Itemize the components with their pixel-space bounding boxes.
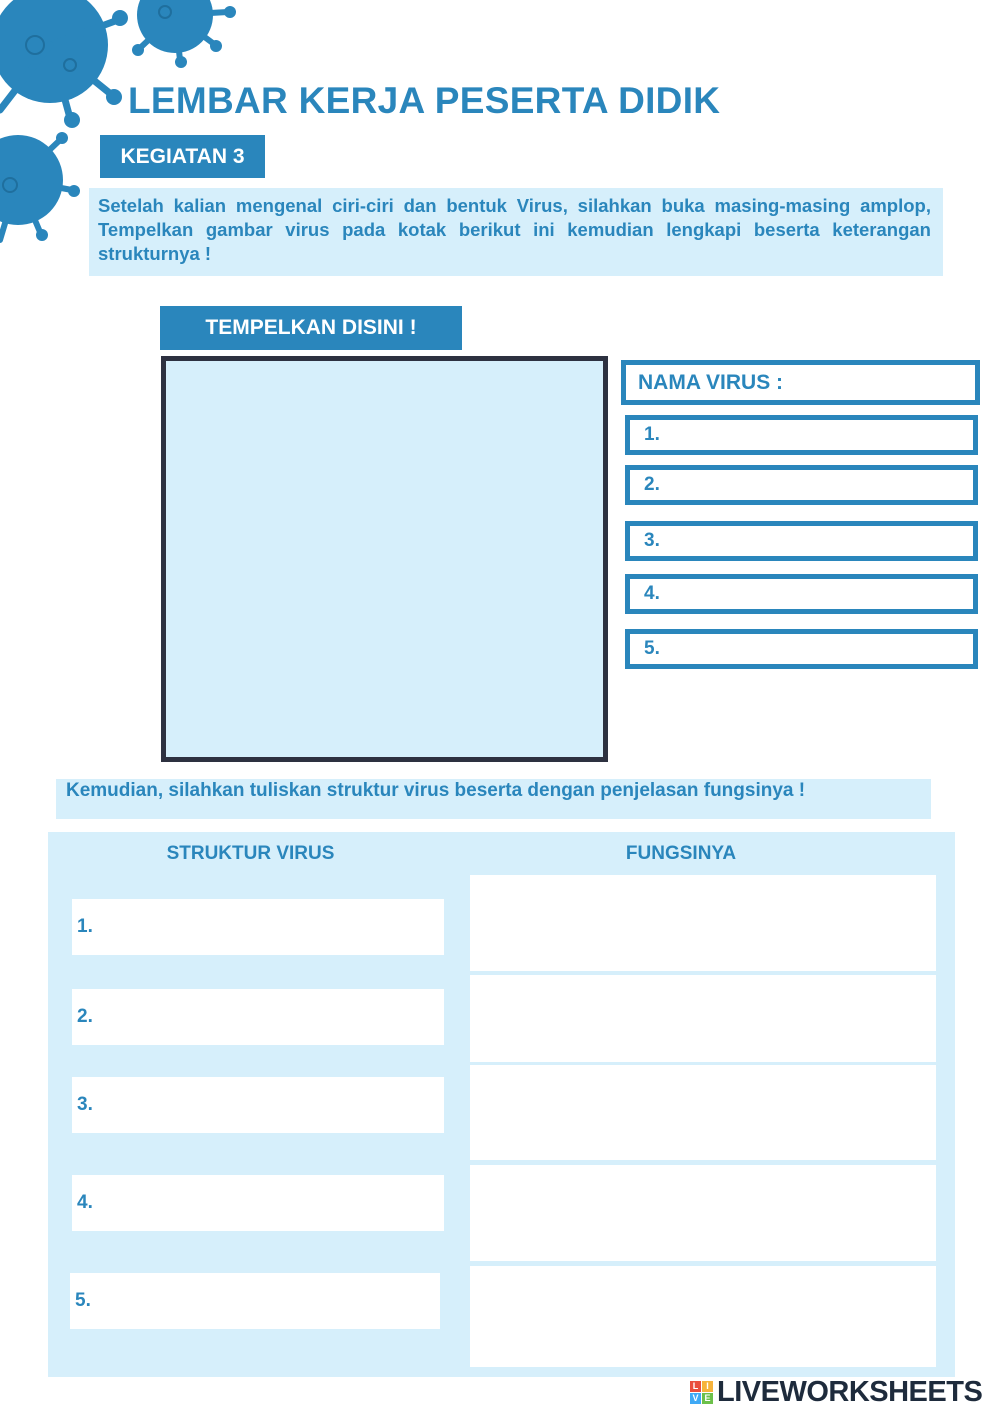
virus-name-field-1[interactable]: 1. [625, 415, 978, 455]
brand-name: LIVEWORKSHEETS [717, 1375, 983, 1408]
virus-name-header: NAMA VIRUS : [621, 360, 980, 405]
logo-letter: E [702, 1393, 713, 1404]
structure-field-5[interactable]: 5. [70, 1273, 440, 1329]
paste-here-label: TEMPELKAN DISINI ! [160, 306, 462, 350]
structure-column-header: STRUKTUR VIRUS [166, 843, 335, 864]
virus-name-field-2[interactable]: 2. [625, 465, 978, 505]
logo-letter: I [702, 1381, 713, 1392]
structure-field-3[interactable]: 3. [72, 1077, 444, 1133]
instruction-text: Setelah kalian mengenal ciri-ciri dan bentuk Virus, silahkan buka masing-masing amplop, Tempelkan gambar virus pada kotak berikut ini kemudian lengkapi beserta keterangan strukturnya ! [89, 188, 943, 276]
function-field-3[interactable] [470, 1065, 936, 1160]
page-title: LEMBAR KERJA PESERTA DIDIK [128, 80, 721, 121]
function-field-2[interactable] [470, 975, 936, 1062]
activity-badge: KEGIATAN 3 [100, 135, 265, 178]
logo-letter: V [690, 1393, 701, 1404]
structure-field-1[interactable]: 1. [72, 899, 444, 955]
structure-field-4[interactable]: 4. [72, 1175, 444, 1231]
virus-name-field-3[interactable]: 3. [625, 521, 978, 561]
function-field-1[interactable] [470, 875, 936, 971]
virus-name-field-4[interactable]: 4. [625, 574, 978, 614]
paste-image-area[interactable] [161, 356, 608, 762]
virus-name-field-5[interactable]: 5. [625, 629, 978, 669]
structure-prompt: Kemudian, silahkan tuliskan struktur virus beserta dengan penjelasan fungsinya ! [56, 779, 931, 819]
function-field-5[interactable] [470, 1266, 936, 1367]
brand-watermark [690, 1377, 982, 1407]
logo-letter: L [690, 1381, 701, 1392]
function-column-header: FUNGSINYA [625, 843, 737, 864]
liveworksheets-logo-icon [690, 1381, 713, 1404]
structure-field-2[interactable]: 2. [72, 989, 444, 1045]
function-field-4[interactable] [470, 1165, 936, 1261]
